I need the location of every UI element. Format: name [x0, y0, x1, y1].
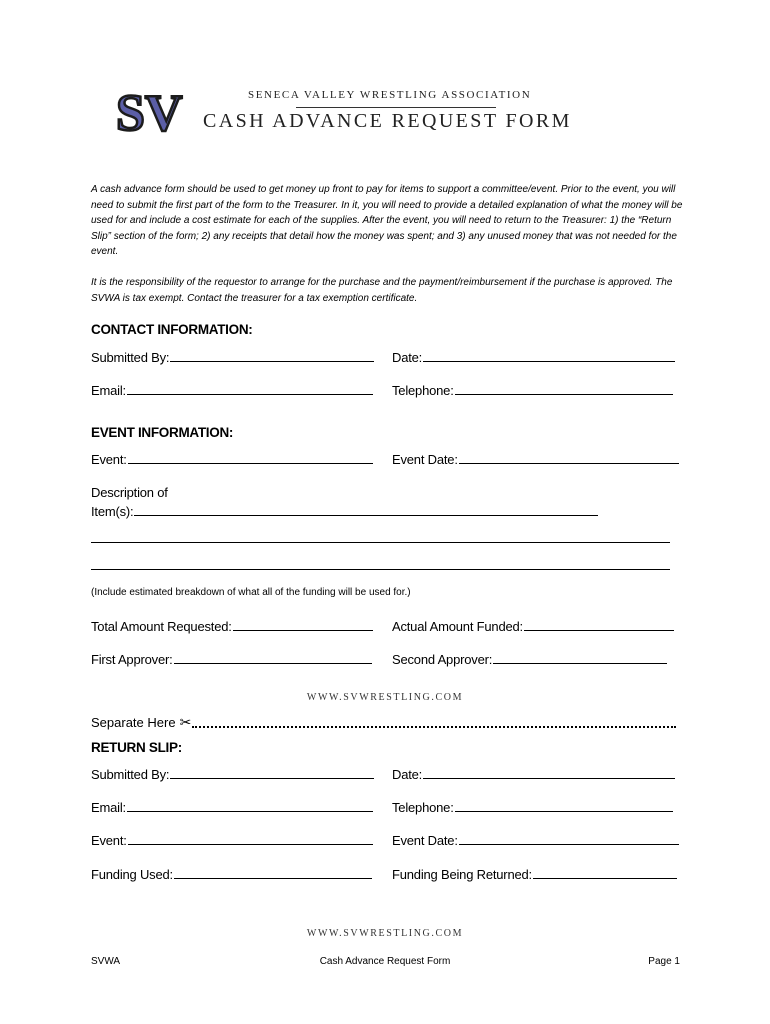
footer-right: Page 1 — [648, 956, 680, 967]
website-url: WWW.SVWRESTLING.COM — [306, 692, 464, 703]
field-line[interactable] — [134, 503, 598, 516]
contact-submitted-by-field[interactable] — [91, 349, 374, 365]
field-label: Second Approver: — [392, 652, 493, 667]
form-title: CASH ADVANCE REQUEST FORM — [203, 110, 572, 132]
logo-letters: SV — [116, 85, 183, 142]
event-date-field[interactable] — [392, 451, 679, 467]
actual-funded-field[interactable] — [392, 618, 674, 634]
contact-telephone-field[interactable] — [392, 382, 673, 398]
footer-center: Cash Advance Request Form — [319, 956, 451, 967]
contact-date-field[interactable] — [392, 349, 675, 365]
field-label: Funding Being Returned: — [392, 867, 532, 882]
field-label: Item(s): — [91, 504, 134, 519]
field-line[interactable] — [524, 618, 674, 631]
return-event-date-field[interactable] — [392, 832, 679, 848]
footer-left: SVWA — [91, 956, 121, 967]
field-label: Date: — [392, 350, 423, 365]
return-date-field[interactable] — [392, 766, 675, 782]
cut-line — [192, 726, 676, 728]
separate-label: Separate Here — [91, 715, 176, 730]
field-label: First Approver: — [91, 652, 173, 667]
org-rule — [296, 107, 496, 108]
field-line[interactable] — [233, 618, 373, 631]
field-line[interactable] — [423, 766, 675, 779]
field-line[interactable] — [174, 866, 372, 879]
field-line[interactable] — [128, 832, 373, 845]
field-label: Actual Amount Funded: — [392, 619, 523, 634]
intro-paragraph-2: It is the responsibility of the requestor to arrange for the purchase and the payment/reimbursement if the purchase is approved. The SVWA is tax exempt. Contact the treasurer for a tax exemption certificate. — [91, 277, 673, 304]
field-label: Total Amount Requested: — [91, 619, 232, 634]
return-telephone-field[interactable] — [392, 799, 673, 815]
intro-paragraph-1: A cash advance form should be used to get money up front to pay for items to support a committee/event. Prior to the event, you will need to submit the first part of the form to the Treasurer. In it, you will need to provide a detailed explanation of what the money will be used for and include a cost estimate for each of the supplies. After the event, you will need to return to the Treasurer: 1) the “Return Slip” section of the form; 2) any receipts that detail how the money was spent; and 3) any unused money that was not needed for the event. — [91, 184, 683, 257]
description-label-line1: Description of — [91, 485, 168, 500]
field-label: Date: — [392, 767, 423, 782]
contact-heading: CONTACT INFORMATION: — [91, 322, 253, 337]
field-label: Event: — [91, 452, 127, 467]
field-line[interactable] — [170, 349, 374, 362]
description-line-3[interactable] — [91, 569, 670, 570]
field-line[interactable] — [423, 349, 675, 362]
field-label: Email: — [91, 800, 126, 815]
field-label: Event Date: — [392, 452, 458, 467]
return-email-field[interactable] — [91, 799, 373, 815]
org-name: SENECA VALLEY WRESTLING ASSOCIATION — [248, 89, 532, 101]
field-line[interactable] — [493, 651, 667, 664]
field-label: Funding Used: — [91, 867, 173, 882]
total-requested-field[interactable] — [91, 618, 373, 634]
funding-returned-field[interactable] — [392, 866, 677, 882]
field-line[interactable] — [533, 866, 677, 879]
event-heading: EVENT INFORMATION: — [91, 425, 234, 440]
funding-used-field[interactable] — [91, 866, 372, 882]
second-approver-field[interactable] — [392, 651, 667, 667]
field-line[interactable] — [127, 382, 373, 395]
description-line-2[interactable] — [91, 542, 670, 543]
field-line[interactable] — [455, 799, 673, 812]
return-submitted-by-field[interactable] — [91, 766, 374, 782]
field-line[interactable] — [459, 832, 679, 845]
contact-email-field[interactable] — [91, 382, 373, 398]
field-label: Event Date: — [392, 833, 458, 848]
items-field[interactable] — [91, 503, 598, 519]
field-line[interactable] — [174, 651, 372, 664]
first-approver-field[interactable] — [91, 651, 372, 667]
field-line[interactable] — [127, 799, 373, 812]
return-slip-heading: RETURN SLIP: — [91, 740, 182, 755]
field-line[interactable] — [459, 451, 679, 464]
field-label: Email: — [91, 383, 126, 398]
field-line[interactable] — [455, 382, 673, 395]
field-line[interactable] — [128, 451, 373, 464]
scissors-icon: ✂ — [179, 714, 192, 730]
funding-note: (Include estimated breakdown of what all of the funding will be used for.) — [91, 587, 411, 598]
event-name-field[interactable] — [91, 451, 373, 467]
field-label: Telephone: — [392, 800, 454, 815]
field-label: Event: — [91, 833, 127, 848]
return-event-field[interactable] — [91, 832, 373, 848]
field-line[interactable] — [170, 766, 374, 779]
field-label: Submitted By: — [91, 767, 170, 782]
svwa-logo — [112, 76, 202, 158]
field-label: Telephone: — [392, 383, 454, 398]
website-url-bottom: WWW.SVWRESTLING.COM — [306, 928, 464, 939]
separate-here — [91, 714, 191, 731]
field-label: Submitted By: — [91, 350, 170, 365]
